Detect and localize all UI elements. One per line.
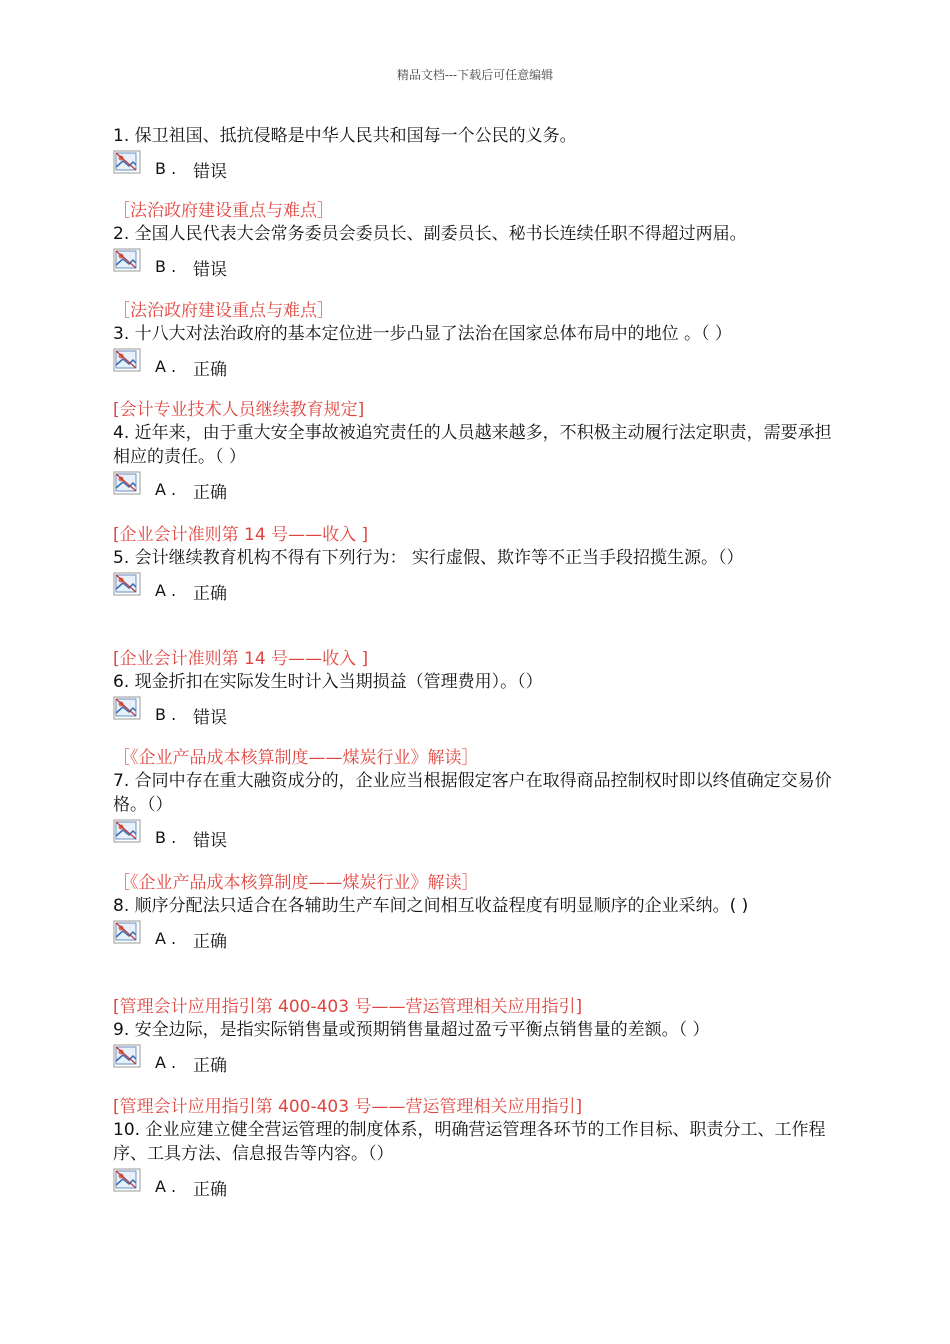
question-text: 2. 全国人民代表大会常务委员会委员长、副委员长、秘书长连续任职不得超过两届。 (113, 224, 747, 244)
answer-row (113, 920, 843, 954)
answer-row (113, 348, 843, 382)
question-text: 3. 十八大对法治政府的基本定位进一步凸显了法治在国家总体布局中的地位 。（ ） (113, 324, 732, 344)
category-label: ［《企业产品成本核算制度——煤炭行业》解读］ (113, 748, 479, 768)
question-item-1 (113, 124, 843, 184)
broken-image-icon (113, 920, 141, 944)
question-text: 4. 近年来，由于重大安全事故被追究责任的人员越来越多，不积极主动履行法定职责，需要承担相应的责任。（ ） (113, 423, 832, 467)
answer-letter: A . (155, 1053, 177, 1072)
page-header: 精品文档---下载后可任意编辑 (396, 68, 554, 82)
category-label: ［《企业产品成本核算制度——煤炭行业》解读］ (113, 873, 479, 893)
category-label: [企业会计准则第 14 号——收入 ] (113, 525, 369, 545)
answer-text: 正确 (193, 483, 227, 503)
answer-text: 错误 (193, 831, 227, 851)
question-text: 6. 现金折扣在实际发生时计入当期损益（管理费用）。（） (113, 672, 543, 692)
broken-image-icon (113, 248, 141, 272)
answer-text: 正确 (193, 932, 227, 952)
question-item-5 (113, 524, 843, 606)
question-item-2 (113, 200, 843, 282)
answer-letter: A . (155, 929, 177, 948)
broken-image-icon (113, 471, 141, 495)
question-item-7 (113, 747, 843, 853)
category-label: ［法治政府建设重点与难点］ (113, 301, 334, 321)
answer-letter: B . (155, 828, 177, 847)
answer-text: 错误 (193, 260, 227, 280)
answer-row (113, 1168, 843, 1202)
question-item-8 (113, 872, 843, 954)
answer-letter: A . (155, 480, 177, 499)
broken-image-icon (113, 696, 141, 720)
answer-row (113, 1044, 843, 1078)
question-text: 10. 企业应建立健全营运管理的制度体系，明确营运管理各环节的工作目标、职责分工、工作程序、工具方法、信息报告等内容。（） (113, 1120, 826, 1164)
question-text: 9. 安全边际，是指实际销售量或预期销售量超过盈亏平衡点销售量的差额。（ ） (113, 1020, 710, 1040)
answer-row (113, 248, 843, 282)
answer-text: 正确 (193, 360, 227, 380)
answer-text: 正确 (193, 584, 227, 604)
answer-row (113, 819, 843, 853)
answer-text: 错误 (193, 708, 227, 728)
question-text: 1. 保卫祖国、抵抗侵略是中华人民共和国每一个公民的义务。 (113, 126, 577, 146)
question-text: 8. 顺序分配法只适合在各辅助生产车间之间相互收益程度有明显顺序的企业采纳。( ) (113, 896, 749, 916)
answer-letter: B . (155, 159, 177, 178)
category-label: ［法治政府建设重点与难点］ (113, 201, 334, 221)
broken-image-icon (113, 819, 141, 843)
answer-text: 错误 (193, 162, 227, 182)
broken-image-icon (113, 348, 141, 372)
category-label: [企业会计准则第 14 号——收入 ] (113, 649, 369, 669)
question-item-9 (113, 996, 843, 1078)
answer-row (113, 572, 843, 606)
answer-text: 正确 (193, 1056, 227, 1076)
category-label: [管理会计应用指引第 400-403 号——营运管理相关应用指引] (113, 997, 583, 1017)
question-item-4 (113, 399, 843, 505)
answer-text: 正确 (193, 1180, 227, 1200)
question-item-3 (113, 300, 843, 382)
category-label: [会计专业技术人员继续教育规定] (113, 400, 365, 420)
question-text: 5. 会计继续教育机构不得有下列行为： 实行虚假、欺诈等不正当手段招揽生源。（） (113, 548, 744, 568)
answer-letter: A . (155, 357, 177, 376)
answer-row (113, 471, 843, 505)
broken-image-icon (113, 150, 141, 174)
broken-image-icon (113, 1044, 141, 1068)
answer-letter: A . (155, 581, 177, 600)
question-item-6 (113, 648, 843, 730)
answer-letter: B . (155, 257, 177, 276)
answer-row (113, 150, 843, 184)
question-text: 7. 合同中存在重大融资成分的，企业应当根据假定客户在取得商品控制权时即以终值确定交易价格。（） (113, 771, 832, 815)
answer-letter: A . (155, 1177, 177, 1196)
answer-letter: B . (155, 705, 177, 724)
broken-image-icon (113, 572, 141, 596)
answer-row (113, 696, 843, 730)
question-item-10 (113, 1096, 843, 1202)
broken-image-icon (113, 1168, 141, 1192)
category-label: [管理会计应用指引第 400-403 号——营运管理相关应用指引] (113, 1097, 583, 1117)
